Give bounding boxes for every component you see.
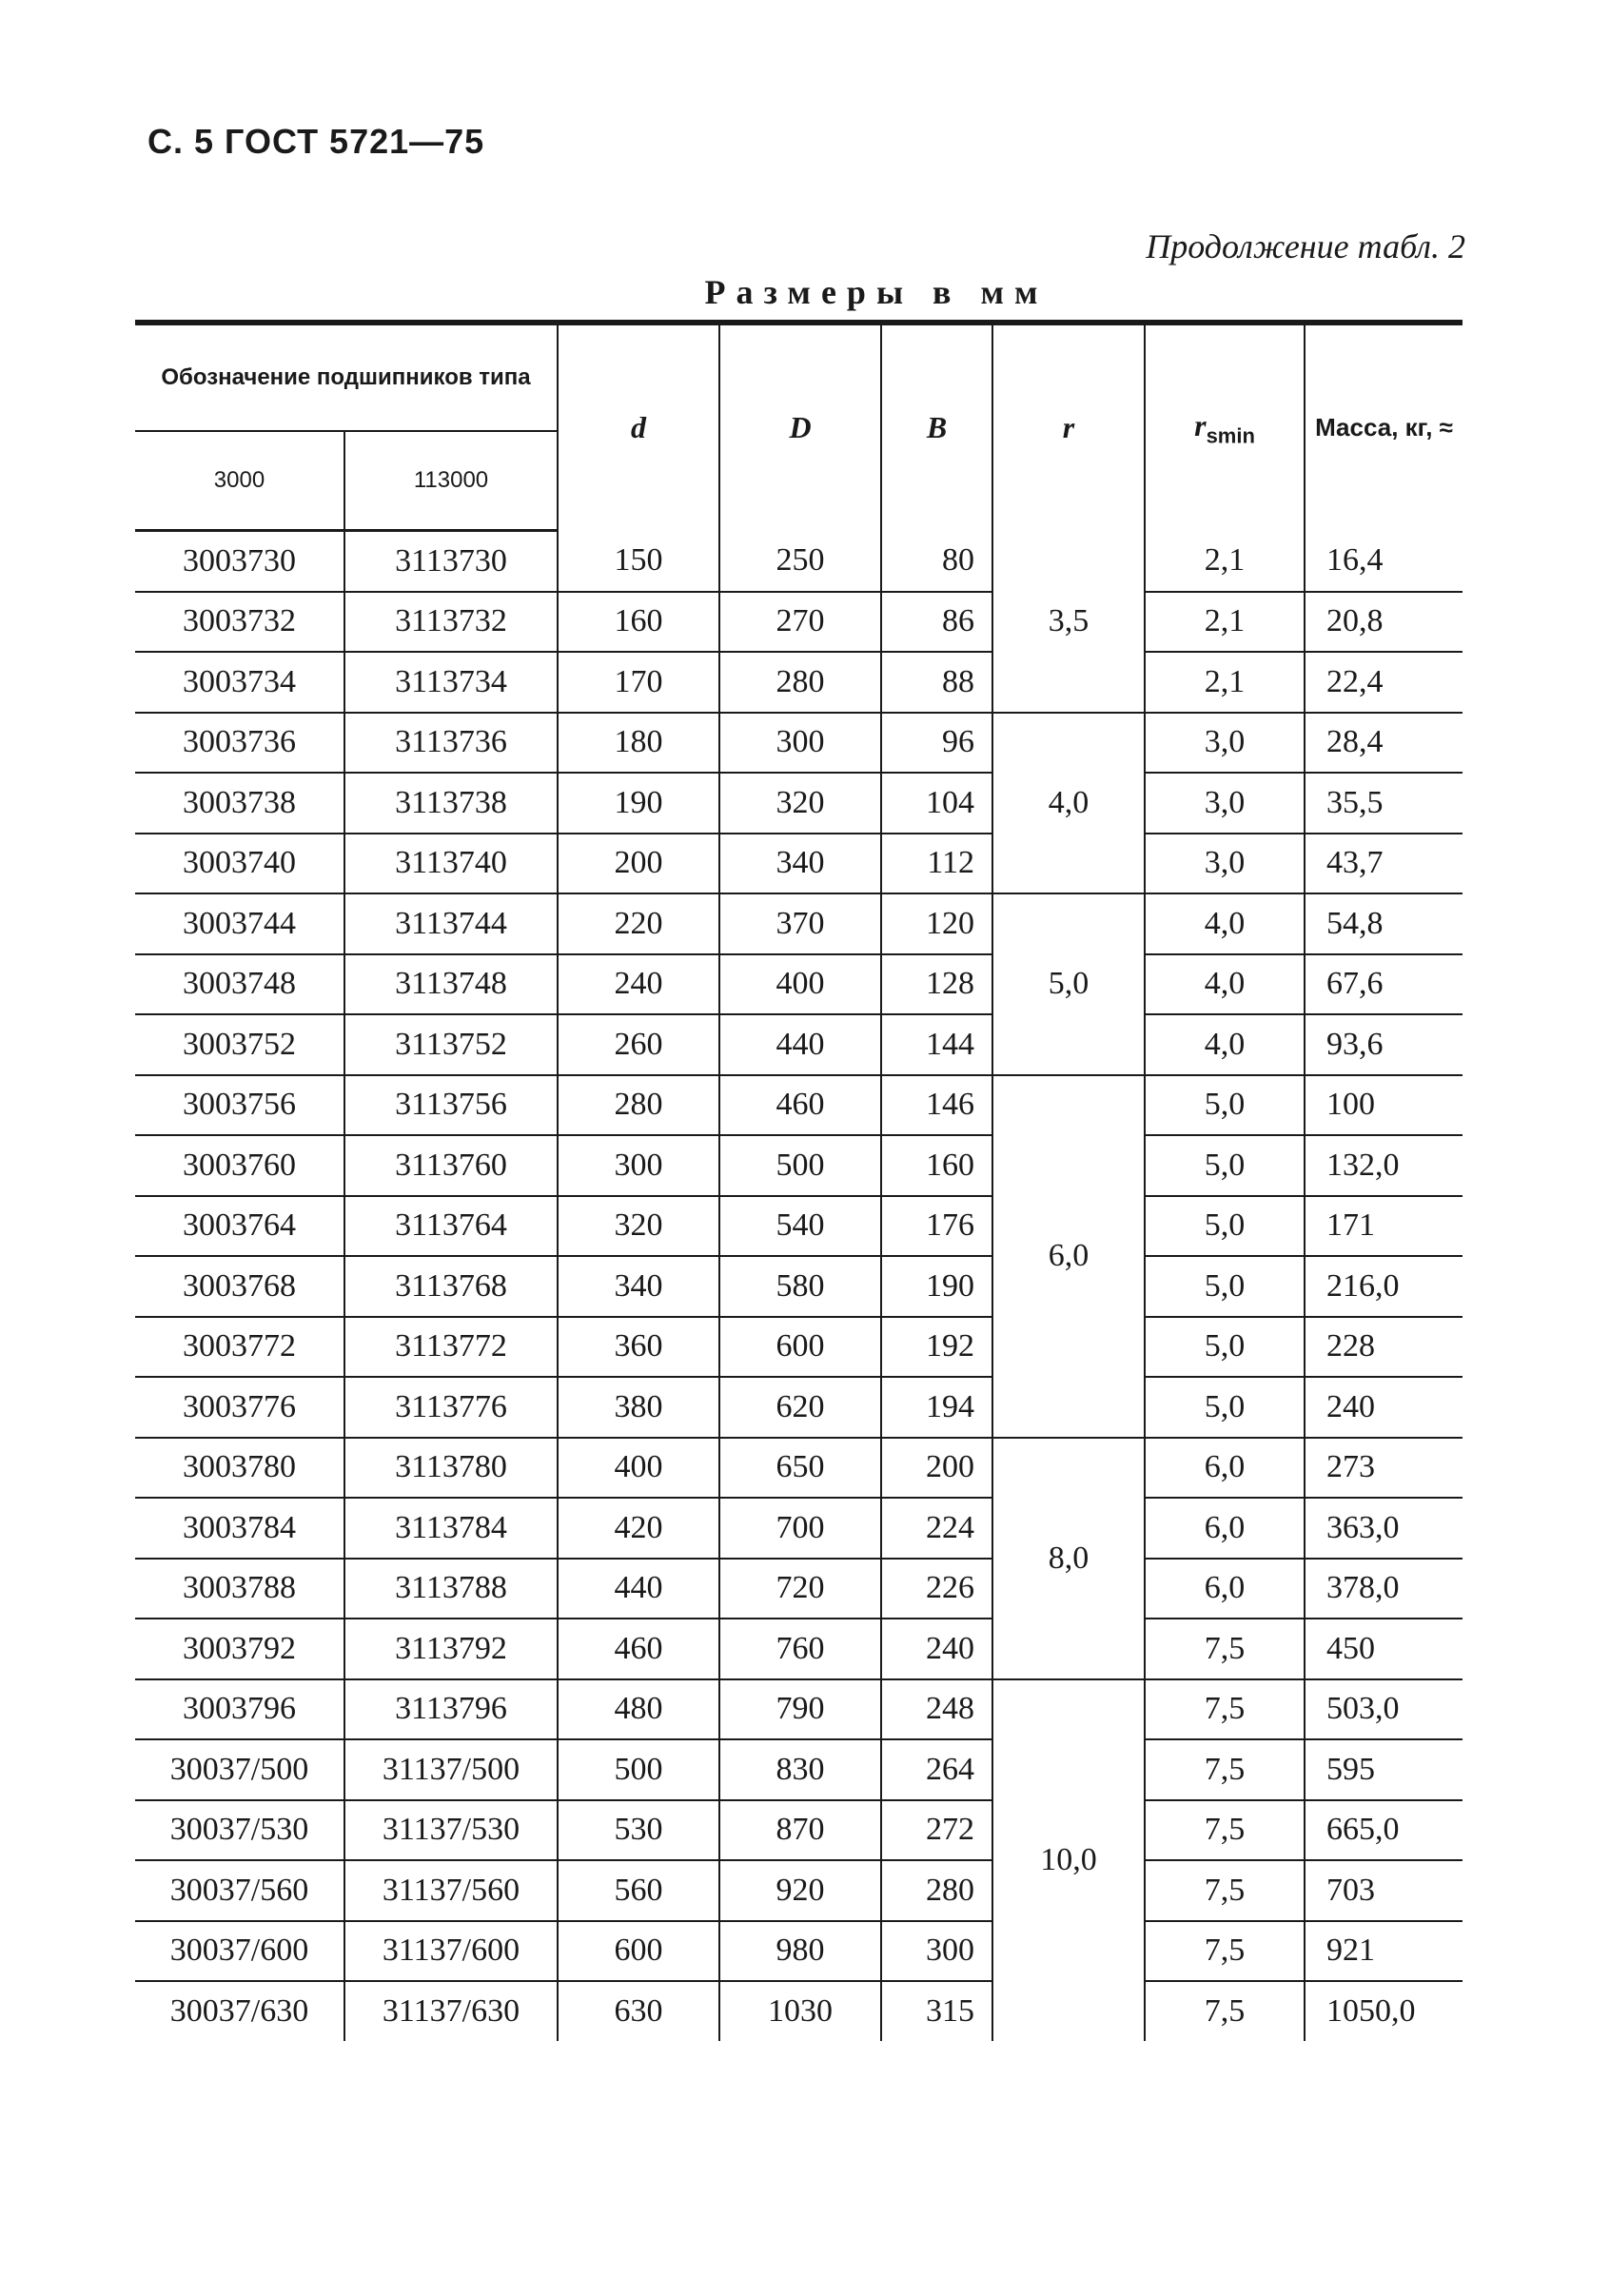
table-row [135, 834, 1463, 894]
B-cell: 280 [881, 1860, 992, 1921]
column-r-header: r [992, 323, 1145, 531]
d-cell: 180 [558, 713, 719, 774]
B-cell: 192 [881, 1317, 992, 1378]
mass-cell: 273 [1305, 1438, 1463, 1499]
d-cell: 260 [558, 1014, 719, 1075]
B-cell: 248 [881, 1679, 992, 1740]
table-row [135, 1921, 1463, 1982]
type-113000-cell: 31137/500 [344, 1739, 558, 1800]
D-cell: 580 [719, 1256, 881, 1317]
d-cell: 340 [558, 1256, 719, 1317]
d-cell: 480 [558, 1679, 719, 1740]
mass-cell: 20,8 [1305, 592, 1463, 653]
d-cell: 360 [558, 1317, 719, 1378]
table-row [135, 773, 1463, 834]
D-cell: 460 [719, 1075, 881, 1136]
mass-cell: 703 [1305, 1860, 1463, 1921]
type-3000-cell: 3003744 [135, 893, 344, 954]
rsmin-cell: 3,0 [1145, 713, 1305, 774]
table-row [135, 954, 1463, 1015]
type-113000-cell: 3113776 [344, 1377, 558, 1438]
table-row [135, 652, 1463, 713]
D-cell: 400 [719, 954, 881, 1015]
type-113000-cell: 31137/560 [344, 1860, 558, 1921]
page-reference: С. 5 ГОСТ 5721—75 [147, 122, 485, 161]
mass-cell: 100 [1305, 1075, 1463, 1136]
type-113000-cell: 3113788 [344, 1559, 558, 1619]
table-row [135, 1256, 1463, 1317]
d-cell: 160 [558, 592, 719, 653]
rsmin-cell: 3,0 [1145, 834, 1305, 894]
table-row [135, 1014, 1463, 1075]
D-cell: 720 [719, 1559, 881, 1619]
type-3000-cell: 3003788 [135, 1559, 344, 1619]
r-value-cell: 6,0 [992, 1075, 1145, 1438]
table-row [135, 1438, 1463, 1499]
D-cell: 920 [719, 1860, 881, 1921]
B-cell: 88 [881, 652, 992, 713]
D-cell: 620 [719, 1377, 881, 1438]
mass-cell: 450 [1305, 1619, 1463, 1679]
type-113000-cell: 3113740 [344, 834, 558, 894]
type-3000-cell: 3003736 [135, 713, 344, 774]
type-113000-cell: 3113780 [344, 1438, 558, 1499]
B-cell: 146 [881, 1075, 992, 1136]
d-cell: 560 [558, 1860, 719, 1921]
mass-cell: 240 [1305, 1377, 1463, 1438]
B-cell: 190 [881, 1256, 992, 1317]
rsmin-cell: 2,1 [1145, 592, 1305, 653]
type-3000-cell: 3003732 [135, 592, 344, 653]
rsmin-cell: 2,1 [1145, 652, 1305, 713]
rsmin-cell: 7,5 [1145, 1921, 1305, 1982]
B-cell: 194 [881, 1377, 992, 1438]
type-3000-cell: 3003752 [135, 1014, 344, 1075]
d-cell: 220 [558, 893, 719, 954]
rsmin-cell: 6,0 [1145, 1498, 1305, 1559]
D-cell: 500 [719, 1135, 881, 1196]
mass-cell: 43,7 [1305, 834, 1463, 894]
column-rsmin-header: $r_{smin}$ [1145, 323, 1305, 531]
d-cell: 150 [558, 531, 719, 592]
d-cell: 440 [558, 1559, 719, 1619]
D-cell: 980 [719, 1921, 881, 1982]
D-cell: 280 [719, 652, 881, 713]
type-113000-cell: 3113772 [344, 1317, 558, 1378]
type-113000-cell: 3113764 [344, 1196, 558, 1257]
type-3000-cell: 3003792 [135, 1619, 344, 1679]
dimensions-title: Размеры в мм [704, 273, 1049, 311]
B-cell: 120 [881, 893, 992, 954]
rsmin-cell: 7,5 [1145, 1679, 1305, 1740]
D-cell: 440 [719, 1014, 881, 1075]
D-cell: 540 [719, 1196, 881, 1257]
D-cell: 700 [719, 1498, 881, 1559]
mass-cell: 595 [1305, 1739, 1463, 1800]
table-row [135, 531, 1463, 592]
type-3000-cell: 3003734 [135, 652, 344, 713]
r-value-cell: 8,0 [992, 1438, 1145, 1679]
mass-cell: 363,0 [1305, 1498, 1463, 1559]
d-cell: 500 [558, 1739, 719, 1800]
table-row [135, 893, 1463, 954]
type-113000-cell: 31137/600 [344, 1921, 558, 1982]
d-cell: 530 [558, 1800, 719, 1861]
B-cell: 315 [881, 1981, 992, 2041]
D-cell: 300 [719, 713, 881, 774]
type-113000-cell: 3113738 [344, 773, 558, 834]
d-cell: 420 [558, 1498, 719, 1559]
B-cell: 176 [881, 1196, 992, 1257]
type-113000-cell: 3113734 [344, 652, 558, 713]
B-cell: 160 [881, 1135, 992, 1196]
D-cell: 250 [719, 531, 881, 592]
type-3000-cell: 3003748 [135, 954, 344, 1015]
D-cell: 320 [719, 773, 881, 834]
type-113000-cell: 3113760 [344, 1135, 558, 1196]
table-row [135, 1559, 1463, 1619]
mass-cell: 22,4 [1305, 652, 1463, 713]
rsmin-cell: 5,0 [1145, 1075, 1305, 1136]
bearing-designation-header: Обозначение подшипников типа [135, 323, 558, 431]
type-113000-cell: 3113732 [344, 592, 558, 653]
type-3000-cell: 30037/560 [135, 1860, 344, 1921]
type-3000-cell: 3003784 [135, 1498, 344, 1559]
type-3000-cell: 30037/630 [169, 1992, 309, 2029]
B-cell: 144 [881, 1014, 992, 1075]
B-cell: 272 [881, 1800, 992, 1861]
table-row [135, 1075, 1463, 1136]
B-cell: 240 [881, 1619, 992, 1679]
rsmin-cell: 5,0 [1145, 1196, 1305, 1257]
type-3000-cell: 3003730 [135, 531, 344, 592]
D-cell: 370 [719, 893, 881, 954]
bearing-spec-table [135, 320, 1463, 2041]
rsmin-cell: 3,0 [1145, 773, 1305, 834]
r-value-cell: 5,0 [992, 893, 1145, 1075]
type-3000-cell: 3003776 [135, 1377, 344, 1438]
D-cell: 830 [719, 1739, 881, 1800]
table-row [135, 1800, 1463, 1861]
table-row [135, 592, 1463, 653]
rsmin-cell: 4,0 [1145, 954, 1305, 1015]
table-row [135, 1135, 1463, 1196]
type-113000-cell: 31137/530 [344, 1800, 558, 1861]
table-body [135, 531, 1463, 2041]
B-cell: 104 [881, 773, 992, 834]
type-113000-cell: 3113792 [344, 1619, 558, 1679]
type-113000-cell: 3113784 [344, 1498, 558, 1559]
table-continuation-note: Продолжение табл. 2 [1146, 227, 1465, 265]
d-cell: 600 [558, 1921, 719, 1982]
mass-cell: 1050,0 [1305, 1981, 1463, 2041]
D-cell: 340 [719, 834, 881, 894]
r-value-cell: 3,5 [992, 531, 1145, 713]
D-cell: 650 [719, 1438, 881, 1499]
type-3000-cell: 3003760 [135, 1135, 344, 1196]
mass-cell: 503,0 [1305, 1679, 1463, 1740]
mass-cell: 132,0 [1305, 1135, 1463, 1196]
d-cell: 300 [558, 1135, 719, 1196]
type-113000-cell: 3113796 [344, 1679, 558, 1740]
type-3000-cell: 3003772 [135, 1317, 344, 1378]
B-cell: 200 [881, 1438, 992, 1499]
mass-cell: 28,4 [1305, 713, 1463, 774]
B-cell: 300 [881, 1921, 992, 1982]
rsmin-cell: 7,5 [1145, 1619, 1305, 1679]
mass-cell: 171 [1305, 1196, 1463, 1257]
D-cell: 790 [719, 1679, 881, 1740]
type-113000-cell: 3113748 [344, 954, 558, 1015]
type-113000-cell: 3113752 [344, 1014, 558, 1075]
column-d-header: d [558, 323, 719, 531]
type-113000-cell: 3113736 [344, 713, 558, 774]
mass-cell: 921 [1305, 1921, 1463, 1982]
D-cell: 270 [719, 592, 881, 653]
type-3000-cell: 30037/530 [135, 1800, 344, 1861]
B-cell: 80 [881, 531, 992, 592]
d-cell: 280 [558, 1075, 719, 1136]
d-cell: 460 [558, 1619, 719, 1679]
d-cell: 170 [558, 652, 719, 713]
type-3000-cell: 3003756 [135, 1075, 344, 1136]
mass-cell: 378,0 [1305, 1559, 1463, 1619]
r-value-cell: 4,0 [992, 713, 1145, 894]
rsmin-cell: 2,1 [1145, 531, 1305, 592]
mass-cell: 93,6 [1305, 1014, 1463, 1075]
type-113000-cell: 3113756 [344, 1075, 558, 1136]
rsmin-cell: 4,0 [1145, 893, 1305, 954]
column-D-header: D [719, 323, 881, 531]
column-type-113000-header: 113000 [344, 431, 558, 531]
type-3000-cell: 3003764 [135, 1196, 344, 1257]
table-row [135, 1679, 1463, 1740]
type-3000-cell: 3003768 [135, 1256, 344, 1317]
table-row [135, 1981, 1463, 2041]
d-cell: 630 [558, 1981, 719, 2041]
type-3000-cell: 30037/600 [135, 1921, 344, 1982]
mass-cell: 228 [1305, 1317, 1463, 1378]
d-cell: 200 [558, 834, 719, 894]
rsmin-cell: 5,0 [1145, 1256, 1305, 1317]
table-row [135, 1498, 1463, 1559]
table-row [135, 1377, 1463, 1438]
D-cell: 600 [719, 1317, 881, 1378]
type-3000-cell: 3003740 [135, 834, 344, 894]
B-cell: 112 [881, 834, 992, 894]
r-value-cell: 10,0 [992, 1679, 1145, 2041]
B-cell: 96 [881, 713, 992, 774]
d-cell: 190 [558, 773, 719, 834]
column-B-header: B [881, 323, 992, 531]
mass-cell: 216,0 [1305, 1256, 1463, 1317]
rsmin-cell: 5,0 [1145, 1317, 1305, 1378]
type-113000-cell: 3113768 [344, 1256, 558, 1317]
rsmin-cell: 6,0 [1145, 1559, 1305, 1619]
table-row [135, 1619, 1463, 1679]
mass-cell: 665,0 [1305, 1800, 1463, 1861]
table-row [135, 1317, 1463, 1378]
rsmin-cell: 5,0 [1145, 1135, 1305, 1196]
column-type-3000-header: 3000 [135, 431, 344, 531]
rsmin-cell: 7,5 [1145, 1739, 1305, 1800]
mass-cell: 67,6 [1305, 954, 1463, 1015]
rsmin-cell: 4,0 [1145, 1014, 1305, 1075]
D-cell: 870 [719, 1800, 881, 1861]
rsmin-cell: 7,5 [1145, 1800, 1305, 1861]
table-row [135, 713, 1463, 774]
table-row [135, 1739, 1463, 1800]
mass-cell: 16,4 [1305, 531, 1463, 592]
B-cell: 224 [881, 1498, 992, 1559]
type-113000-cell: 3113730 [344, 531, 558, 592]
D-cell: 1030 [719, 1981, 881, 2041]
B-cell: 86 [881, 592, 992, 653]
B-cell: 128 [881, 954, 992, 1015]
rsmin-cell: 7,5 [1145, 1981, 1305, 2041]
d-cell: 380 [558, 1377, 719, 1438]
B-cell: 264 [881, 1739, 992, 1800]
type-3000-cell: 30037/500 [135, 1739, 344, 1800]
rsmin-cell: 7,5 [1145, 1860, 1305, 1921]
type-3000-cell: 3003780 [135, 1438, 344, 1499]
table-row [135, 1196, 1463, 1257]
d-cell: 240 [558, 954, 719, 1015]
d-cell: 320 [558, 1196, 719, 1257]
D-cell: 760 [719, 1619, 881, 1679]
type-113000-cell: 3113744 [344, 893, 558, 954]
rsmin-cell: 6,0 [1145, 1438, 1305, 1499]
type-3000-cell: 3003796 [135, 1679, 344, 1740]
mass-cell: 35,5 [1305, 773, 1463, 834]
rsmin-cell: 5,0 [1145, 1377, 1305, 1438]
mass-cell: 54,8 [1305, 893, 1463, 954]
column-mass-header: Масса, кг, ≈ [1305, 323, 1463, 531]
type-3000-cell: 3003738 [135, 773, 344, 834]
table-row [135, 1860, 1463, 1921]
d-cell: 400 [558, 1438, 719, 1499]
type-113000-cell: 31137/630 [344, 1981, 558, 2041]
B-cell: 226 [881, 1559, 992, 1619]
